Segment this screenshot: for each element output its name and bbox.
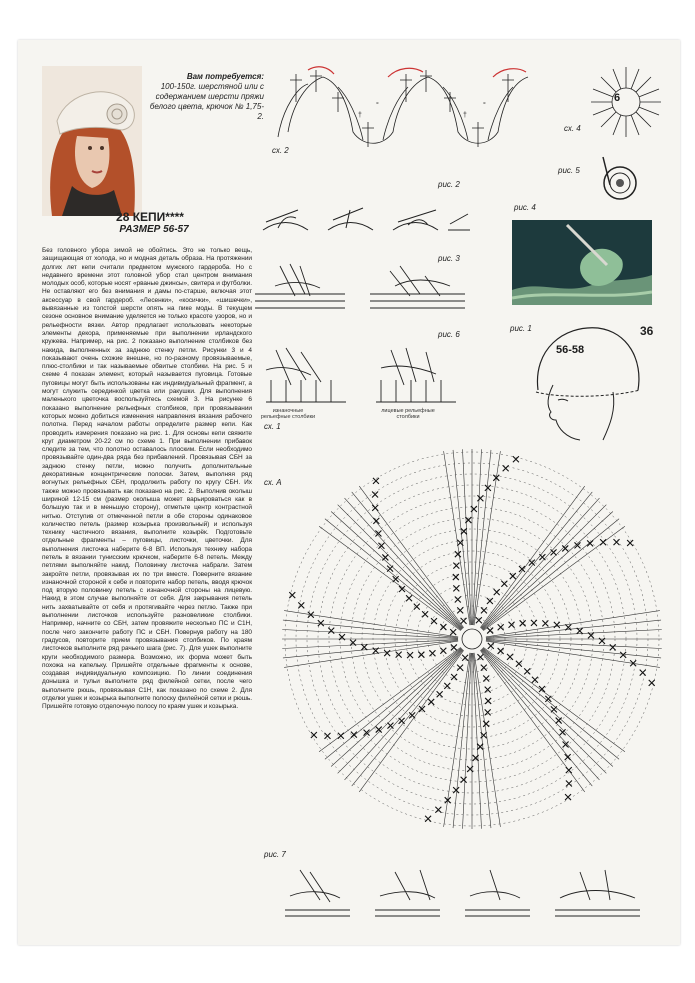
magazine-page <box>18 40 680 945</box>
caption-sx4: сх. 4 <box>564 124 581 133</box>
svg-text:†: † <box>358 112 362 119</box>
chart-sx2 <box>268 62 538 157</box>
chart-sx4 <box>586 62 666 142</box>
pattern-title: 28 КЕПИ**** <box>116 210 184 224</box>
figure-ris2 <box>258 200 473 240</box>
caption-ris1: рис. 1 <box>510 324 532 333</box>
caption-sx1: сх. 1 <box>264 422 281 431</box>
materials-block <box>146 72 264 122</box>
figure-ris5 <box>598 155 643 205</box>
caption-ris2: рис. 2 <box>438 180 460 189</box>
caption-ris4: рис. 4 <box>514 203 536 212</box>
figure-ris7 <box>280 860 645 925</box>
figure-ris3 <box>250 256 470 316</box>
svg-text:°: ° <box>376 102 379 109</box>
label-knit-post: лицевые рельефные столбики <box>381 408 435 420</box>
caption-sxA: сх. A <box>264 478 282 487</box>
caption-ris7: рис. 7 <box>264 850 286 859</box>
label-purl-post: изнаночные рельефные столбики <box>260 408 316 420</box>
caption-sx2: сх. 2 <box>272 146 289 155</box>
woman-in-cap-illustration <box>42 66 142 216</box>
model-photo <box>42 66 142 216</box>
caption-ris5: рис. 5 <box>558 166 580 175</box>
figure-ris1-head <box>518 320 648 445</box>
body-text: Без головного убора зимой не обойтись. Это не только вещь, защищающая от холода, но и модная деталь образа. На протяжении долгих лет кепи считали предметом мужского гардероба. Но с недавнего времени этот головной убор стал центром внимания молодых особ, которые носят «рваные джинсы», свитера и футболки. Не оставляют его без внимания и дамы по-старше, включая этот аксессуар в свой гардероб. «Лесенки», «косички», «шишечки», вывязанные из толстой шерсти опять на пике моды. В текущем сезоне основное внимание уделяется не только красоте узоров, но и рельефности вязки. Автор предлагает использовать некоторые элементы декора, применяемые при выполнении ирландского кружева. Например, на рис. 2 показано выполнение столбиков без накида, выполненных за заднюю стенку петли. Рисунки 3 и 4 показывают очень схожие внешне, но по-разному провязываемые, плюс-столбики и так называемые обвитые столбики. На рис. 5 и схеме 4 показан элемент, который называется пуговица. Готовые пуговицы могут быть использованы как индивидуальный фрагмент, а могут служить серединкой цветка или ракушки. Для выполнения маленького цветочка воспользуйтесь схемой 3. На рисунке 6 показано выполнение рельефных столбиков, при провязывании которых можно добиться изменения направления вязания рабочего полотна. Перед началом работы определите размер кепи. Как проводить измерения показано на рис. 1. Для основы кепи свяжите круг диаметром 20-22 см по схеме 1. При выполнении прибавок следите за тем, что полотно оставалось плоским. Если необходимо провязывайте один-два ряда без прибавлений. Провязывая СБН за заднюю стенку петли, можно получить дополнительные декоративные концентрические полоски. Затем, выполняя ряд вогнутых рельефных СБН, продолжить работу по кругу СБН. Их также можно провязывать как показано на рис. 2. Выполнив околыш шириной 12-15 см (размер околыша может варьироваться как в большую так и в меньшую сторону), отметьте центр контрастной нитью. Отступив от отмеченной петли в обе стороны одинаковое количество петель (размер козырька произвольный) и используя технику частичного вязания, выполните козырёк. Подготовьте отдельные фрагменты – пуговицы, листочки, цветочки. Для выполнения листочка наберите 6-8 ВП. Используя технику набора петель в вязании тунисским крючком, наберите 6-8 петель. Между петлями выполняйте накид. Половинку листочка набрали. Затем закройте петли, провязывая их по три вместе. Поверните вязание изнаночной стороной к себе и повторите набор петель, вводя крючок под вторую половинку петель с изнаночной стороны на лицевую. Накид в этом случае выполняйте от себя. Для закрывания петель нить захватывайте от себя и протягивайте через петлю. Также при выполнении листочков используйте разновеликие столбики. Например, начните со СБН, затем провяжите несколько ПС и С1Н, после чего закончите работу ПС и СБН. Повернув работу на 180 градусов, повторите прием провязывания столбиков. По краям листочков выполните ряд рачьего шага (рис. 7). Для ушек выполните круги необходимого размера. Возможно, их форма может быть похожа на капельку. Пришейте отдельные фрагменты к основе, создавая индивидуальную композицию. По линии соединения донышка и тульи выполните ряд филейной сетки, после чего выполните рюшь, провязывая С1Н, как показано по схеме 2. Для отделки ушек и козырька выполните полоску филейной сетки и рюшь. Пришейте готовую отделочную полосу по краям ушек и козырька. <box>42 247 252 711</box>
materials-title: Вам потребуется: <box>186 72 264 81</box>
pattern-size: РАЗМЕР 56-57 <box>119 224 189 235</box>
page-number: 36 <box>640 324 654 338</box>
circle-number: 6 <box>614 92 621 104</box>
caption-ris3: рис. 3 <box>438 254 460 263</box>
svg-text:†: † <box>463 112 467 119</box>
figure-ris4-photo <box>512 220 652 305</box>
head-size-label: 56-58 <box>556 344 585 356</box>
svg-text:°: ° <box>483 102 486 109</box>
caption-ris6: рис. 6 <box>438 330 460 339</box>
chart-sx1-circle <box>264 442 674 842</box>
figure-ris6 <box>256 340 466 405</box>
materials-text: 100-150г. шерстяной или с содержанием шерсти пряжи белого цвета, крючок № 1,75-2. <box>149 82 264 121</box>
